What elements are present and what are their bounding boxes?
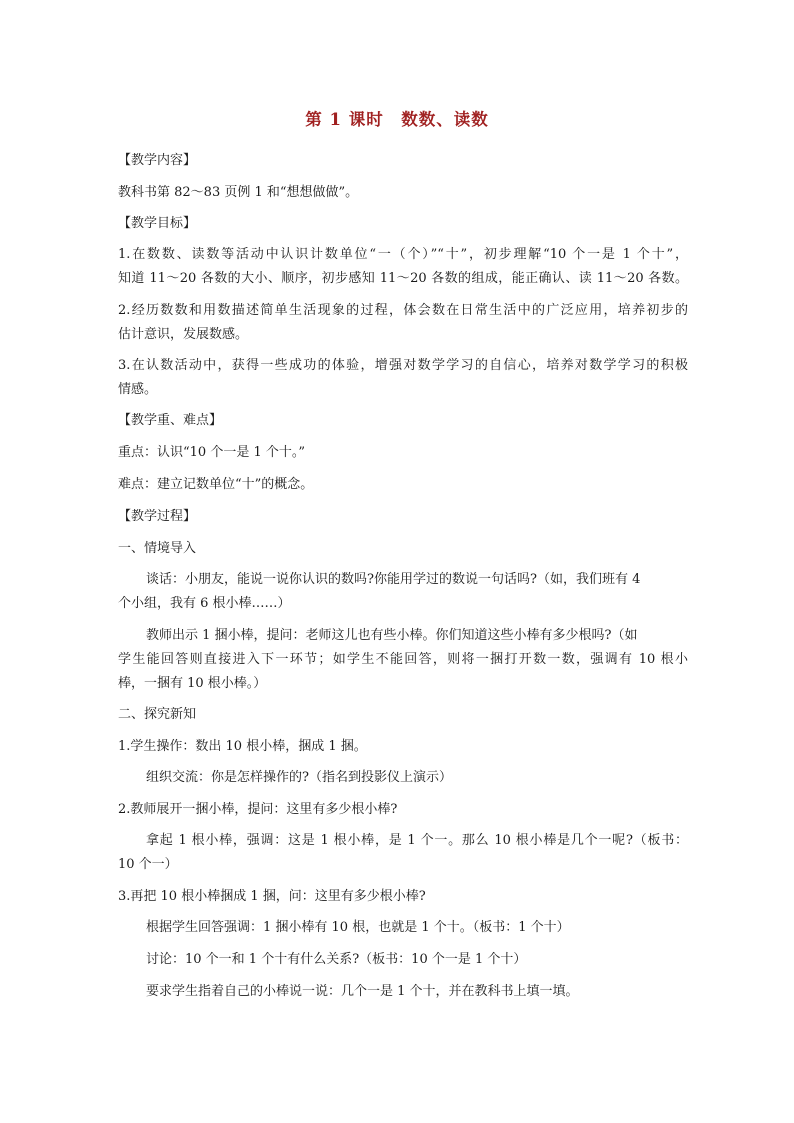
process-heading: 【教学过程】 bbox=[118, 509, 197, 524]
goal-2-line-1: 2.经历数数和用数描述简单生活现象的过程，体会数在日常生活中的广泛应用，培养初步的 bbox=[118, 303, 688, 318]
show-line-2: 学生能回答则直接进入下一环节；如学生不能回答，则将一捆打开数一数，强调有 10 根小 bbox=[118, 652, 688, 667]
difficult-point: 难点：建立记数单位“十”的概念。 bbox=[118, 477, 314, 492]
goals-heading: 【教学目标】 bbox=[118, 216, 197, 231]
talk-line-1: 谈话：小朋友，能说一说你认识的数吗?你能用学过的数说一句话吗?（如，我们班有 4 bbox=[146, 572, 641, 587]
goal-1-line-2: 知道 11～20 各数的大小、顺序，初步感知 11～20 各数的组成，能正确认、读 11～20 各数。 bbox=[118, 271, 688, 286]
goal-1-line-1: 1.在数数、读数等活动中认识计数单位“一（个）”“十”，初步理解“10 个一是 1 个十”， bbox=[118, 247, 688, 262]
part-2-heading: 二、探究新知 bbox=[118, 707, 197, 722]
show-line-3: 棒，一捆有 10 根小棒。） bbox=[118, 676, 267, 691]
part-1-heading: 一、情境导入 bbox=[118, 541, 197, 556]
step-3-sub-1: 根据学生回答强调：1 捆小棒有 10 根，也就是 1 个十。（板书：1 个十） bbox=[146, 920, 570, 935]
step-3-sub-3: 要求学生指着自己的小棒说一说：几个一是 1 个十，并在教科书上填一填。 bbox=[146, 984, 579, 999]
step-1: 1.学生操作：数出 10 根小棒，捆成 1 捆。 bbox=[118, 739, 367, 754]
step-3: 3.再把 10 根小棒捆成 1 捆，问：这里有多少根小棒? bbox=[118, 889, 426, 904]
content-text: 教科书第 82～83 页例 1 和“想想做做”。 bbox=[118, 185, 359, 200]
goal-2-line-2: 估计意识，发展数感。 bbox=[118, 327, 249, 342]
show-line-1: 教师出示 1 捆小棒，提问：老师这儿也有些小棒。你们知道这些小棒有多少根吗?（如 bbox=[146, 628, 638, 643]
step-2: 2.教师展开一捆小棒，提问：这里有多少根小棒? bbox=[118, 802, 398, 817]
lesson-title: 第 1 课时 数数、读数 bbox=[305, 110, 489, 129]
step-2-sub-line-2: 10 个一） bbox=[118, 857, 178, 872]
step-1-sub: 组织交流：你是怎样操作的?（指名到投影仪上演示） bbox=[146, 770, 452, 785]
goal-3-line-2: 情感。 bbox=[118, 382, 158, 397]
talk-line-2: 个小组，我有 6 根小棒……） bbox=[118, 596, 291, 611]
goal-3-line-1: 3.在认数活动中，获得一些成功的体验，增强对数学学习的自信心，培养对数学学习的积极 bbox=[118, 358, 688, 373]
step-2-sub-line-1: 拿起 1 根小棒，强调：这是 1 根小棒，是 1 个一。那么 10 根小棒是几个一呢?（板书： bbox=[146, 833, 688, 848]
step-3-sub-2: 讨论：10 个一和 1 个十有什么关系?（板书：10 个一是 1 个十） bbox=[146, 952, 527, 967]
content-heading: 【教学内容】 bbox=[118, 153, 197, 168]
key-heading: 【教学重、难点】 bbox=[118, 413, 223, 428]
key-point: 重点：认识“10 个一是 1 个十。” bbox=[118, 445, 306, 460]
